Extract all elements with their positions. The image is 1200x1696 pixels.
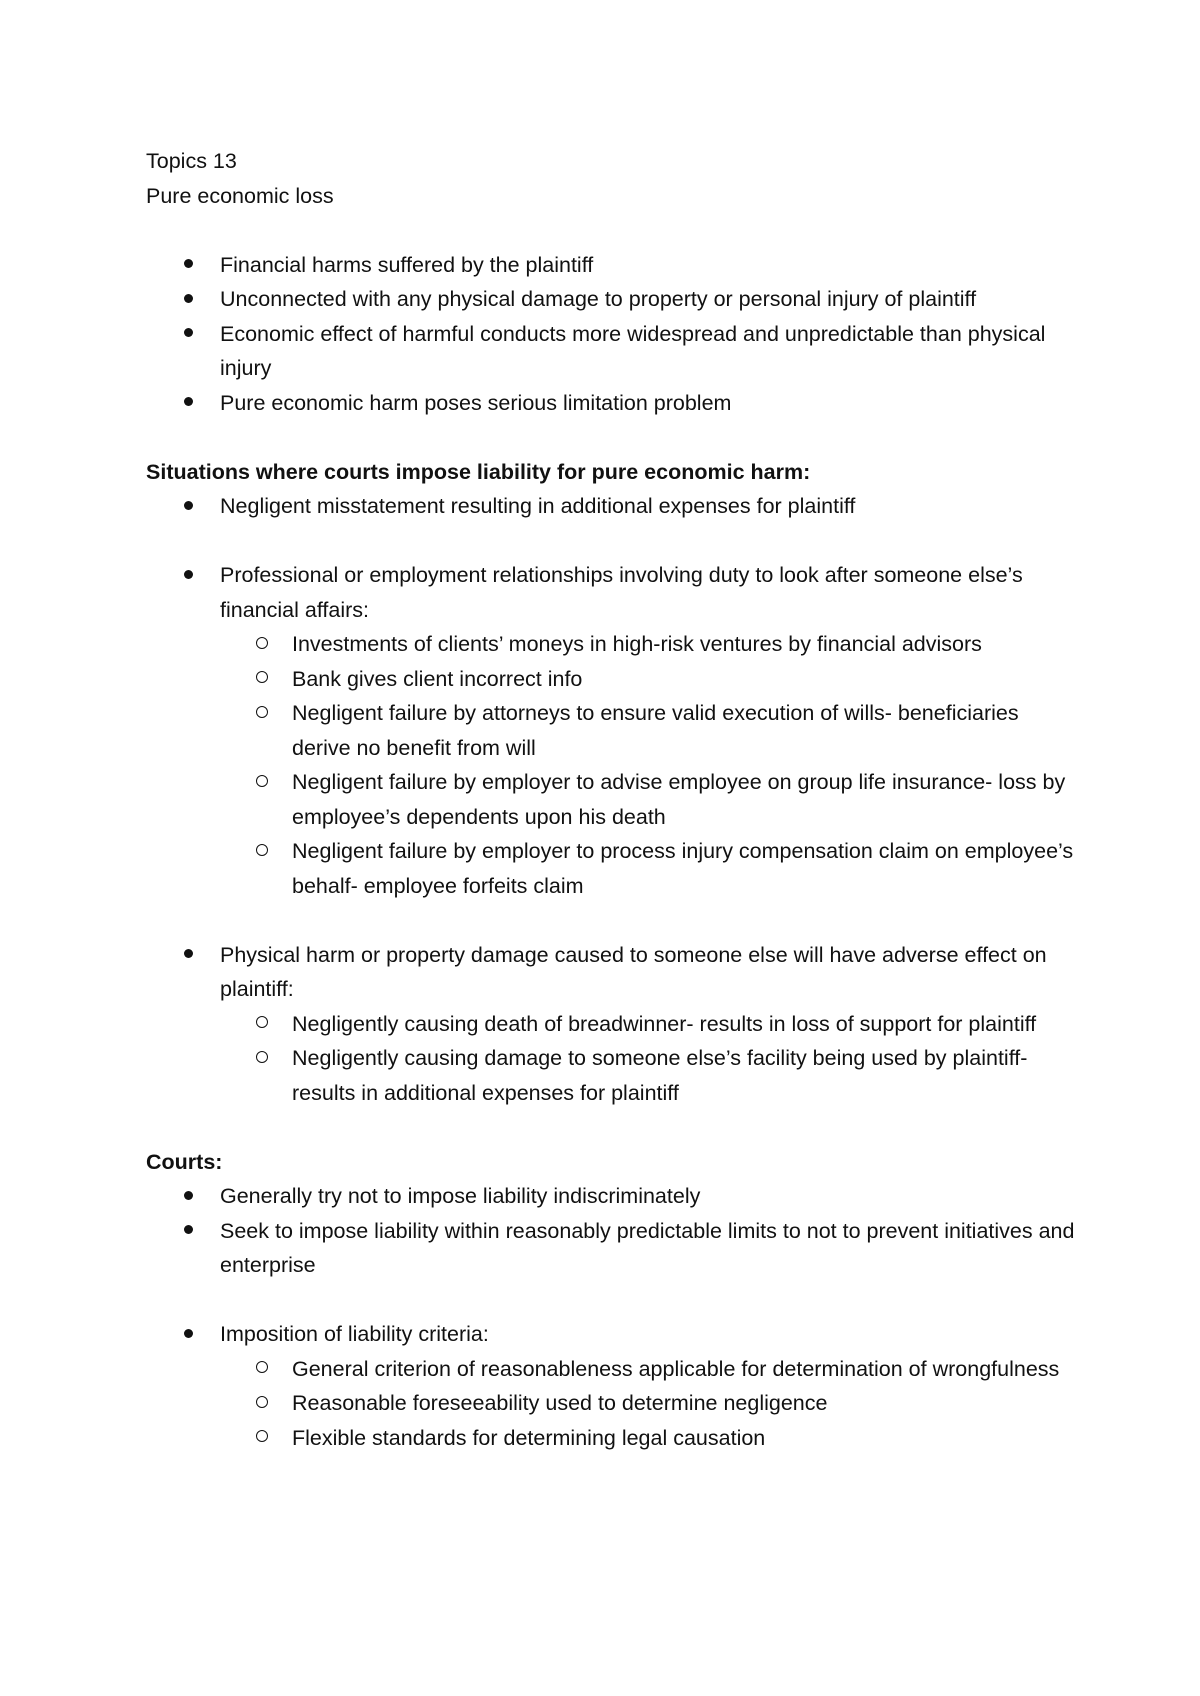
sub-list-item: Negligent failure by employer to advise employee on group life insurance- loss by employee’s dependents upon his death xyxy=(146,765,1076,834)
courts-sublist xyxy=(146,1352,1076,1456)
spacer xyxy=(146,1110,1076,1145)
bullet-icon xyxy=(184,1191,193,1200)
situations-list xyxy=(146,489,1076,524)
list-item: Financial harms suffered by the plaintiff xyxy=(146,248,1076,283)
sub-list-item: Reasonable foreseeability used to determine negligence xyxy=(146,1386,1076,1421)
courts-list xyxy=(146,1317,1076,1352)
spacer xyxy=(146,903,1076,938)
document-subtitle: Pure economic loss xyxy=(146,183,334,208)
spacer xyxy=(146,213,1076,248)
list-item: Economic effect of harmful conducts more widespread and unpredictable than physical injury xyxy=(146,317,1076,386)
document-title: Topics 13 xyxy=(146,149,237,173)
circle-bullet-icon xyxy=(256,706,268,718)
list-item: Professional or employment relationships involving duty to look after someone else’s financial affairs: xyxy=(146,558,1076,627)
sub-list-item: Negligently causing death of breadwinner- results in loss of support for plaintiff xyxy=(146,1007,1076,1042)
bullet-icon xyxy=(184,397,193,406)
sub-list-item: Investments of clients’ moneys in high-risk ventures by financial advisors xyxy=(146,627,1076,662)
document-page xyxy=(146,144,1076,1455)
list-item: Negligent misstatement resulting in additional expenses for plaintiff xyxy=(146,489,1076,524)
bullet-icon xyxy=(184,328,193,337)
situations-sublist xyxy=(146,1007,1076,1111)
sub-list-item: Negligently causing damage to someone else’s facility being used by plaintiff- results in additional expenses for plaintiff xyxy=(146,1041,1076,1110)
list-item: Generally try not to impose liability indiscriminately xyxy=(146,1179,1076,1214)
list-item: Pure economic harm poses serious limitation problem xyxy=(146,386,1076,421)
bullet-icon xyxy=(184,1225,193,1234)
list-item: Imposition of liability criteria: xyxy=(146,1317,1076,1352)
sub-list-item: Bank gives client incorrect info xyxy=(146,662,1076,697)
circle-bullet-icon xyxy=(256,844,268,856)
bullet-icon xyxy=(184,294,193,303)
situations-list xyxy=(146,558,1076,627)
sub-list-item: General criterion of reasonableness applicable for determination of wrongfulness xyxy=(146,1352,1076,1387)
spacer xyxy=(146,1283,1076,1318)
bullet-icon xyxy=(184,570,193,579)
circle-bullet-icon xyxy=(256,1361,268,1373)
courts-list xyxy=(146,1179,1076,1283)
bullet-icon xyxy=(184,259,193,268)
sub-list-item: Negligent failure by attorneys to ensure valid execution of wills- beneficiaries derive no benefit from will xyxy=(146,696,1076,765)
spacer xyxy=(146,420,1076,455)
intro-list xyxy=(146,248,1076,421)
sub-list-item: Negligent failure by employer to process injury compensation claim on employee’s behalf- employee forfeits claim xyxy=(146,834,1076,903)
list-item: Seek to impose liability within reasonably predictable limits to not to prevent initiatives and enterprise xyxy=(146,1214,1076,1283)
circle-bullet-icon xyxy=(256,1016,268,1028)
situations-heading: Situations where courts impose liability for pure economic harm: xyxy=(146,459,811,484)
circle-bullet-icon xyxy=(256,1396,268,1408)
circle-bullet-icon xyxy=(256,671,268,683)
situations-sublist xyxy=(146,627,1076,903)
circle-bullet-icon xyxy=(256,775,268,787)
bullet-icon xyxy=(184,1329,193,1338)
bullet-icon xyxy=(184,501,193,510)
circle-bullet-icon xyxy=(256,1051,268,1063)
bullet-icon xyxy=(184,949,193,958)
list-item: Physical harm or property damage caused to someone else will have adverse effect on plaintiff: xyxy=(146,938,1076,1007)
circle-bullet-icon xyxy=(256,1430,268,1442)
sub-list-item: Flexible standards for determining legal causation xyxy=(146,1421,1076,1456)
circle-bullet-icon xyxy=(256,637,268,649)
spacer xyxy=(146,524,1076,559)
situations-list xyxy=(146,938,1076,1007)
courts-heading: Courts: xyxy=(146,1149,223,1174)
list-item: Unconnected with any physical damage to property or personal injury of plaintiff xyxy=(146,282,1076,317)
